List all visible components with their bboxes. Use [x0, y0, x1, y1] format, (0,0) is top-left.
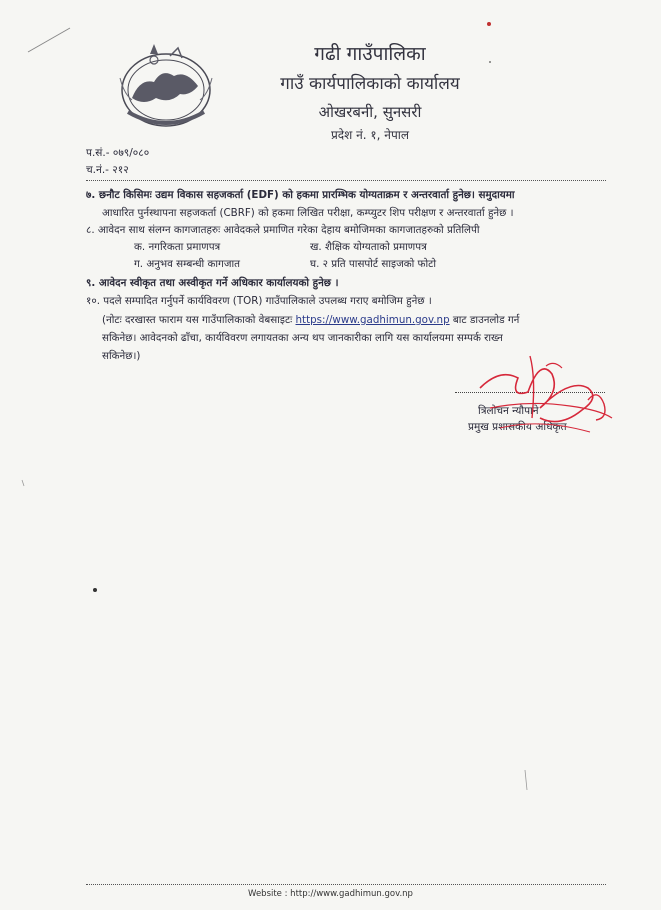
website-link[interactable]: https://www.gadhimun.gov.np	[295, 314, 450, 326]
letter-chn-number: च.नं.- २१२	[86, 164, 129, 176]
handwritten-signature	[470, 348, 620, 443]
signatory-title: प्रमुख प्रशासकीय अधिकृत	[468, 421, 567, 433]
para-8: ८. आवेदन साथ संलग्न कागजातहरुः आवेदकले प्रमाणित गरेका देहाय बमोजिमका कागजातहरुको प्रतिलिपी	[86, 224, 480, 236]
doc-citizenship: क. नगरिकता प्रमाणपत्र	[134, 241, 221, 253]
doc-experience: ग. अनुभव सम्बन्धी कागजात	[134, 258, 241, 270]
office-name: गढी गाउँपालिका	[314, 43, 426, 65]
para-9: ९. आवेदन स्वीकृत तथा अस्वीकृत गर्ने अधिकार कार्यालयको हुनेछ ।	[86, 277, 339, 289]
note-line-3: सकिनेछ।)	[102, 350, 141, 362]
office-province: प्रदेश नं. १, नेपाल	[330, 128, 410, 142]
signatory-name: त्रिलोचन न्यौपाने	[478, 405, 539, 417]
footer-website: Website : http://www.gadhimun.gov.np	[248, 889, 413, 899]
letter-ps-number: प.सं.- ०७९/०८०	[86, 147, 150, 159]
note-text-a: (नोटः दरखास्त फाराम यस गाउँपालिकाको वेबसाइटः	[102, 314, 296, 326]
note-line-2: सकिनेछ। आवेदनको ढाँचा, कार्यविवरण लगायतका अन्य थप जानकारीका लागि यस कार्यालयमा सम्पर्क राख्न	[102, 332, 503, 344]
doc-photo: घ. २ प्रति पासपोर्ट साइजको फोटो	[310, 258, 437, 270]
footer-divider	[86, 884, 606, 885]
para-7-line-1: ७. छनौट किसिमः उद्यम विकास सहजकर्ता (EDF) को हकमा प्रारम्भिक योग्यताक्रम र अन्तरवार्ता हुनेछ। समुदायमा	[86, 189, 515, 201]
office-location: ओखरबनी, सुनसरी	[318, 103, 422, 121]
para-10: १०. पदले सम्पादित गर्नुपर्ने कार्यविवरण (TOR) गाउँपालिकाले उपलब्ध गराए बमोजिम हुनेछ ।	[86, 295, 432, 307]
note-line-1	[102, 313, 519, 327]
doc-education: ख. शैक्षिक योग्यताको प्रमाणपत्र	[310, 241, 427, 253]
note-text-b: बाट डाउनलोड गर्न	[449, 314, 520, 326]
header-divider	[86, 180, 606, 181]
para-7-line-2: आधारित पुर्नस्थापना सहजकर्ता (CBRF) को हकमा लिखित परीक्षा, कम्प्युटर शिप परीक्षण र अन्तरवार्ता हुनेछ ।	[102, 207, 514, 219]
office-subtitle: गाउँ कार्यपालिकाको कार्यालय	[280, 74, 460, 94]
